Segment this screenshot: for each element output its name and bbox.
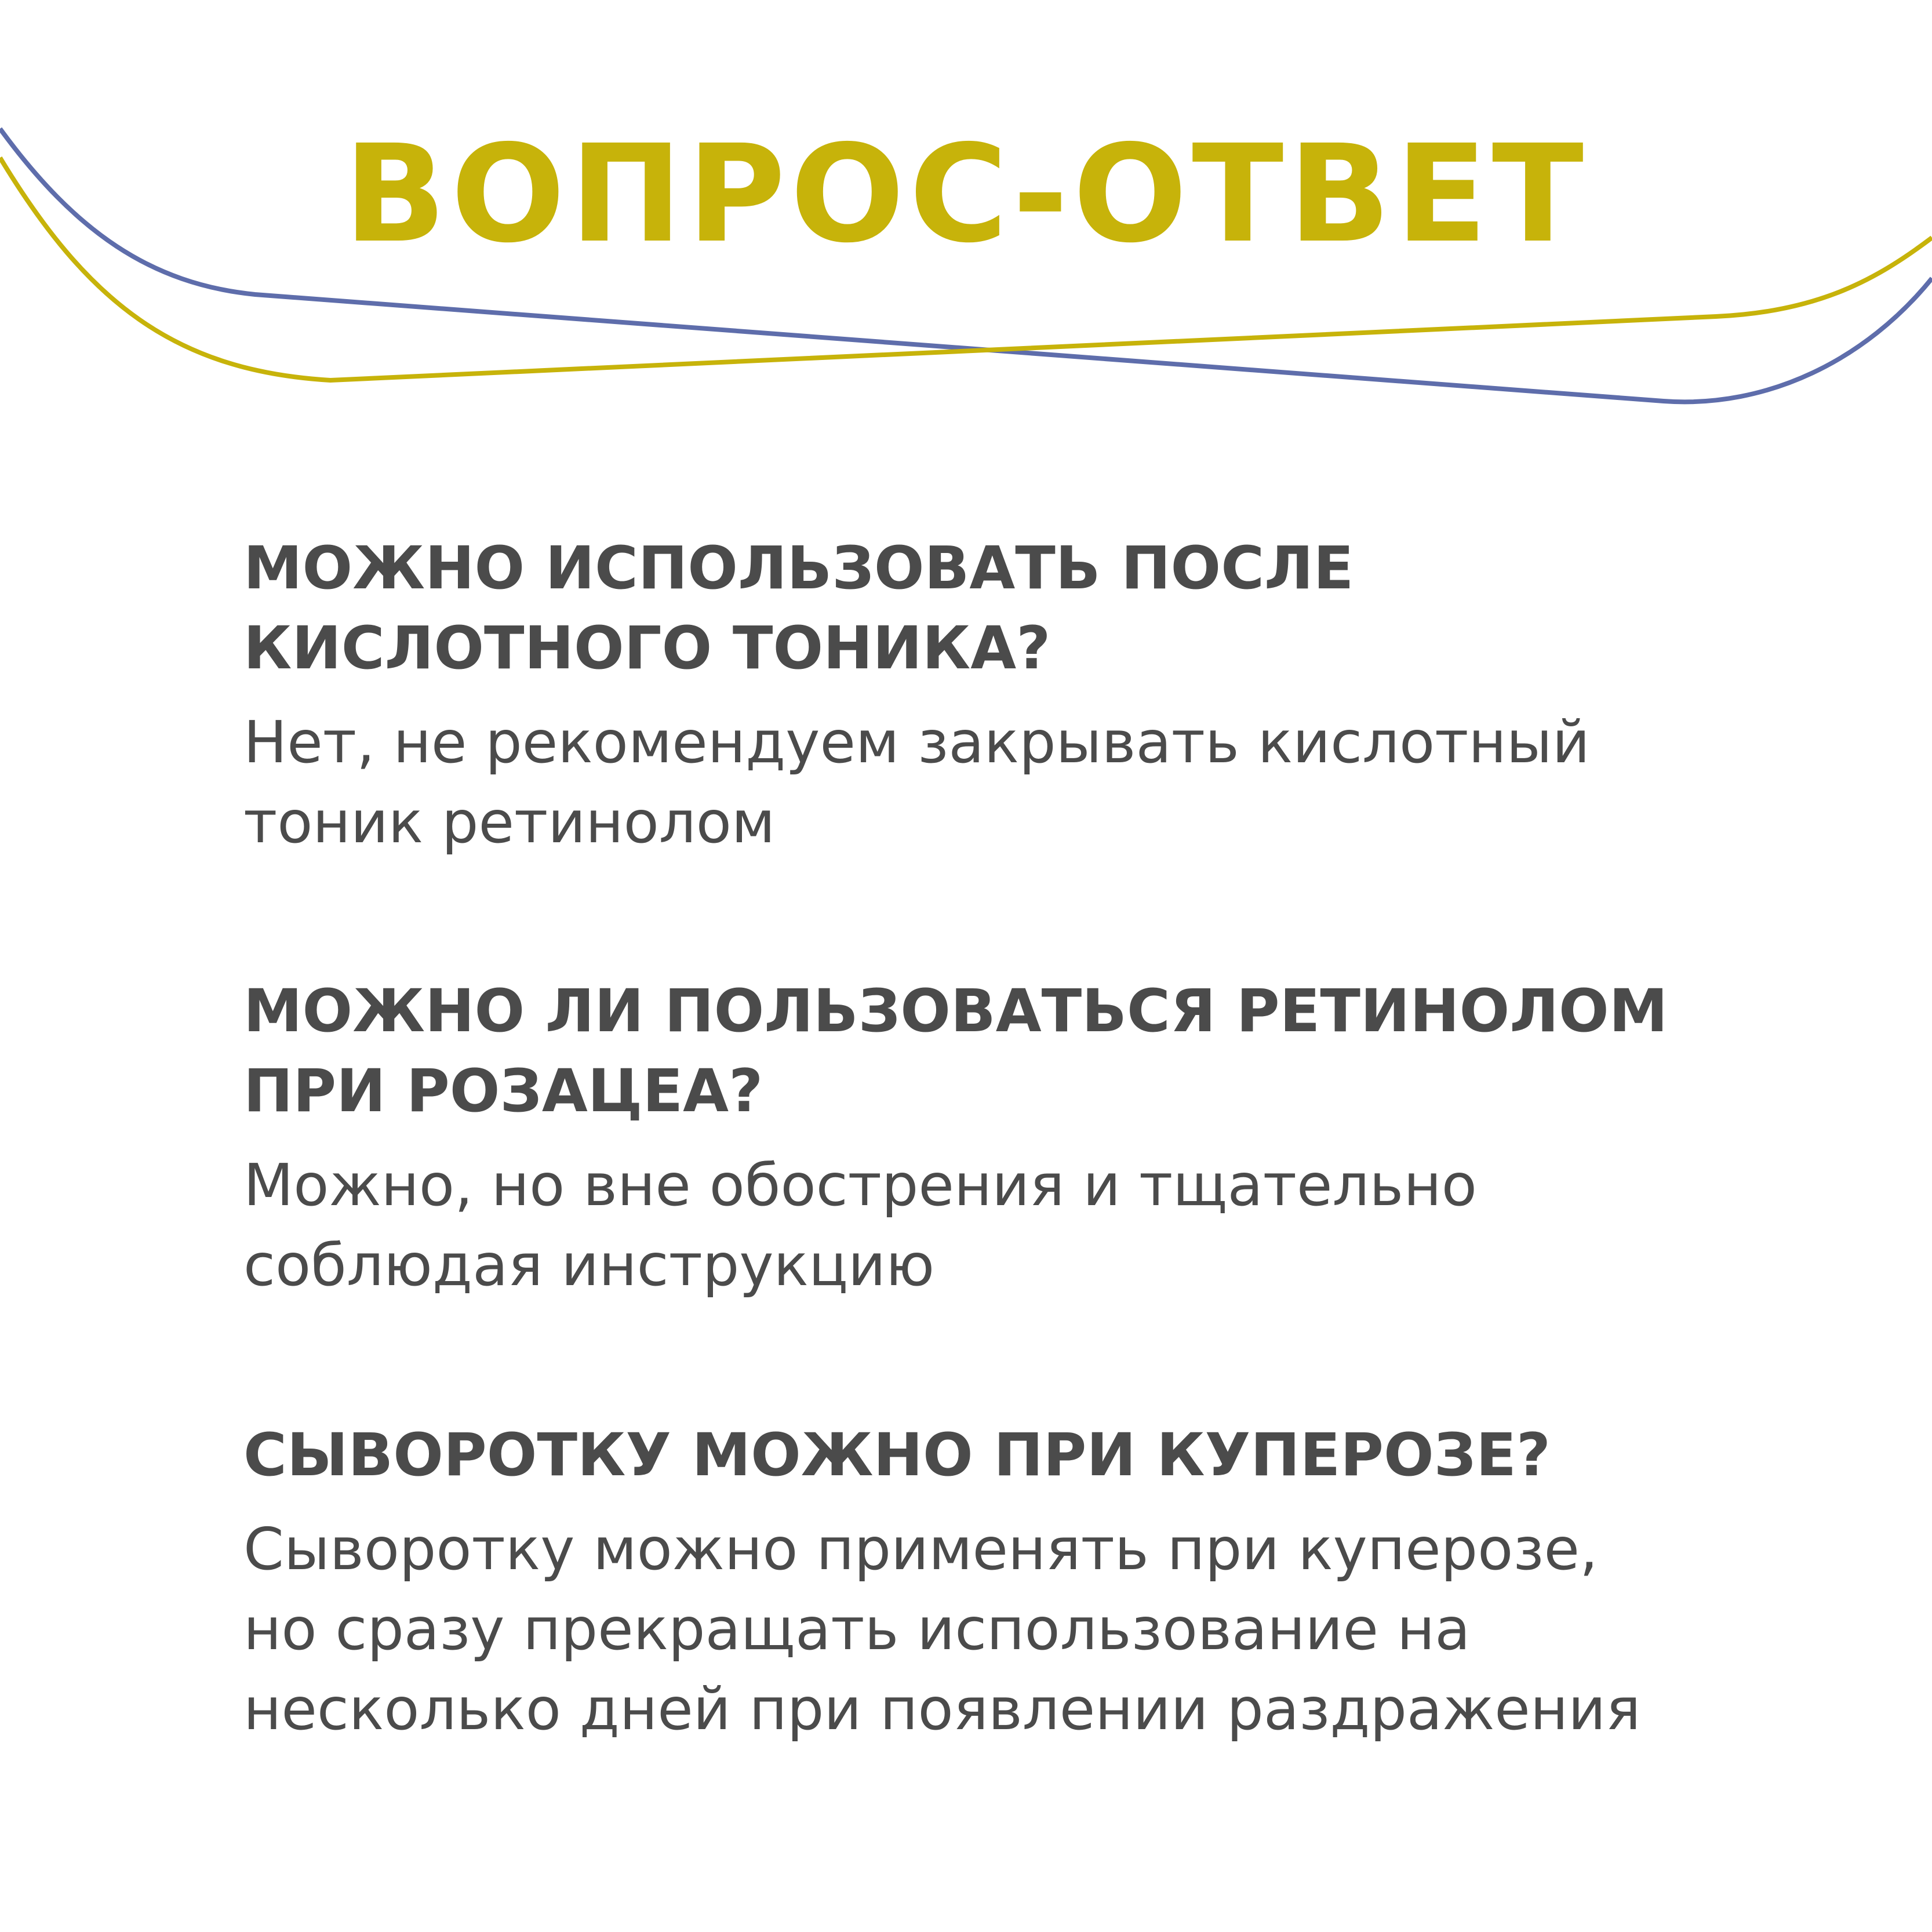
faq-item <box>243 1416 1866 1749</box>
faq-item <box>243 972 1866 1305</box>
faq-question: МОЖНО ЛИ ПОЛЬЗОВАТЬСЯ РЕТИНОЛОМ ПРИ РОЗАЦЕА? <box>243 977 1668 1126</box>
page-title: ВОПРОС-ОТВЕТ <box>343 116 1589 272</box>
faq-question: МОЖНО ИСПОЛЬЗОВАТЬ ПОСЛЕ КИСЛОТНОГО ТОНИКА? <box>243 534 1354 683</box>
faq-answer: Можно, но вне обострения и тщательно соблюдая инструкцию <box>243 1151 1477 1299</box>
faq-question: СЫВОРОТКУ МОЖНО ПРИ КУПЕРОЗЕ? <box>243 1421 1551 1490</box>
faq-item <box>243 529 1866 863</box>
faq-answer: Сыворотку можно применять при куперозе, но сразу прекращать использование на несколько дней при появлении раздражения <box>243 1515 1641 1743</box>
faq-answer: Нет, не рекомендуем закрывать кислотный тоник ретинолом <box>243 708 1590 856</box>
